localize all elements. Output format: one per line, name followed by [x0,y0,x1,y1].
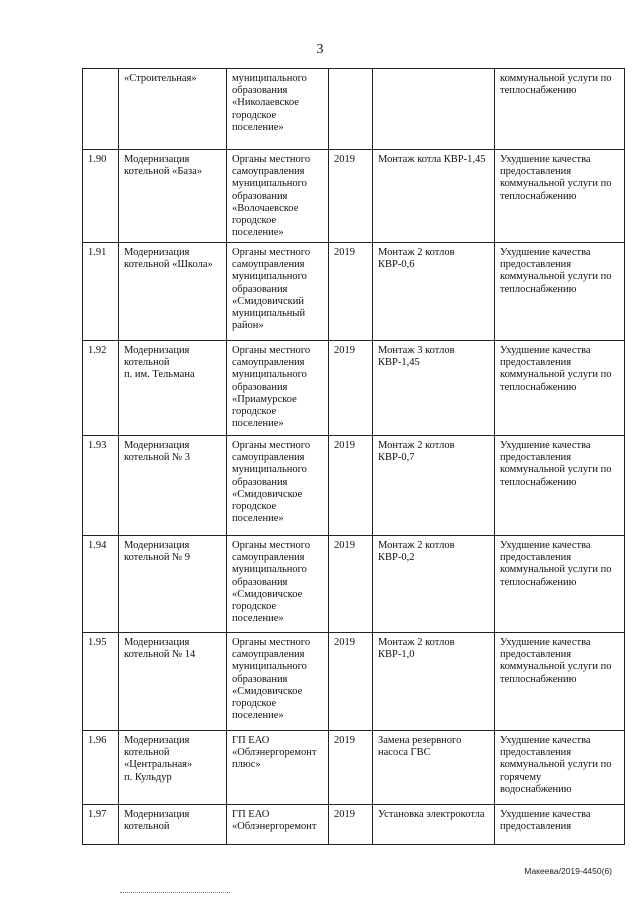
executor-cell: Органы местного самоуправления муниципального образования «Смидовичский муниципальный район» [227,243,329,341]
action-cell [373,69,495,150]
year-cell: 2019 [329,243,373,341]
year-cell: 2019 [329,341,373,436]
executor-cell: Органы местного самоуправления муниципального образования «Смидовичское городское поселение» [227,436,329,536]
action-cell: Монтаж 2 котлов КВР-0,6 [373,243,495,341]
object-cell: «Строительная» [119,69,227,150]
object-cell: Модернизация котельной № 14 [119,633,227,731]
object-cell: Модернизация котельной № 3 [119,436,227,536]
measures-table [82,68,625,845]
year-cell: 2019 [329,633,373,731]
action-cell: Замена резервного насоса ГВС [373,731,495,805]
year-cell: 2019 [329,805,373,845]
action-cell: Монтаж котла КВР-1,45 [373,150,495,243]
year-cell [329,69,373,150]
executor-cell: муниципального образования «Николаевское городское поселение» [227,69,329,150]
scan-artifact [120,892,230,895]
row-number: 1.97 [83,805,119,845]
year-cell: 2019 [329,150,373,243]
object-cell: Модернизация котельной «Школа» [119,243,227,341]
row-number: 1.93 [83,436,119,536]
executor-cell: Органы местного самоуправления муниципального образования «Приамурское городское поселение» [227,341,329,436]
action-cell: Монтаж 2 котлов КВР-0,7 [373,436,495,536]
result-cell: Ухудшение качества предоставления коммунальной услуги по теплоснабжению [495,150,625,243]
table-row [83,805,625,845]
result-cell: коммунальной услуги по теплоснабжению [495,69,625,150]
table-row [83,536,625,633]
object-cell: Модернизация котельной № 9 [119,536,227,633]
row-number: 1.96 [83,731,119,805]
year-cell: 2019 [329,536,373,633]
action-cell: Установка электрокотла [373,805,495,845]
result-cell: Ухудшение качества предоставления коммунальной услуги по теплоснабжению [495,436,625,536]
result-cell: Ухудшение качества предоставления [495,805,625,845]
object-cell: Модернизация котельной «База» [119,150,227,243]
action-cell: Монтаж 2 котлов КВР-0,2 [373,536,495,633]
executor-cell: Органы местного самоуправления муниципального образования «Смидовичское городское поселение» [227,536,329,633]
executor-cell: ГП ЕАО «Облэнергоремонт плюс» [227,731,329,805]
table-row [83,341,625,436]
result-cell: Ухудшение качества предоставления коммунальной услуги по теплоснабжению [495,243,625,341]
document-code: Макеева/2019-4450(6) [524,866,612,876]
year-cell: 2019 [329,436,373,536]
table-row [83,69,625,150]
action-cell: Монтаж 3 котлов КВР-1,45 [373,341,495,436]
table-row [83,436,625,536]
result-cell: Ухудшение качества предоставления коммунальной услуги по теплоснабжению [495,341,625,436]
table-row [83,243,625,341]
row-number: 1.94 [83,536,119,633]
object-cell: Модернизация котельной [119,805,227,845]
row-number: 1.90 [83,150,119,243]
row-number [83,69,119,150]
page-number: 3 [316,42,324,57]
result-cell: Ухудшение качества предоставления коммунальной услуги по теплоснабжению [495,633,625,731]
row-number: 1.91 [83,243,119,341]
result-cell: Ухудшение качества предоставления коммунальной услуги по теплоснабжению [495,536,625,633]
table-row [83,150,625,243]
row-number: 1.95 [83,633,119,731]
object-cell: Модернизация котельной «Центральная» п. Кульдур [119,731,227,805]
executor-cell: Органы местного самоуправления муниципального образования «Волочаевское городское поселение» [227,150,329,243]
object-cell: Модернизация котельной п. им. Тельмана [119,341,227,436]
result-cell: Ухудшение качества предоставления коммунальной услуги по горячему водоснабжению [495,731,625,805]
row-number: 1.92 [83,341,119,436]
table-row [83,731,625,805]
table-row [83,633,625,731]
executor-cell: ГП ЕАО «Облэнергоремонт [227,805,329,845]
action-cell: Монтаж 2 котлов КВР-1,0 [373,633,495,731]
executor-cell: Органы местного самоуправления муниципального образования «Смидовичское городское поселение» [227,633,329,731]
year-cell: 2019 [329,731,373,805]
